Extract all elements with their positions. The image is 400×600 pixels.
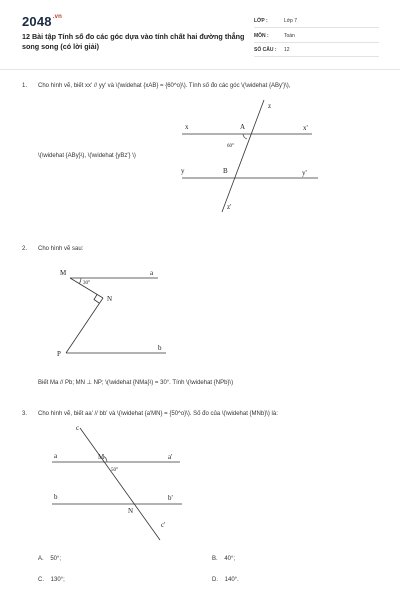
- option-value: 40°;: [224, 556, 236, 562]
- question-number: 3.: [22, 411, 28, 417]
- meta-key: SỐ CÂU :: [254, 47, 277, 53]
- label-N: N: [128, 507, 134, 515]
- question-text: Cho hình vẽ, biết xx' // yy' và \(\widehat {xAB} = {60^o}\). Tính số đo các góc \(\widehat {ABy'}\),: [38, 83, 291, 89]
- angle-label: 60°: [227, 144, 234, 149]
- label-y-prime: y': [302, 169, 307, 177]
- option-value: 50°;: [50, 556, 62, 562]
- label-B: B: [223, 167, 228, 175]
- meta-value: 12: [284, 47, 290, 53]
- option-letter: B.: [212, 556, 218, 562]
- label-A: A: [240, 123, 246, 131]
- answer-option-a[interactable]: [38, 556, 61, 562]
- label-c-prime: c': [161, 521, 166, 529]
- label-M: M: [98, 453, 105, 461]
- meta-key: LỚP :: [254, 18, 268, 24]
- label-b-prime: b': [168, 494, 173, 502]
- label-a: a: [54, 452, 58, 460]
- option-letter: D.: [212, 577, 218, 583]
- label-P: P: [57, 350, 61, 358]
- label-b: b: [54, 493, 58, 501]
- question-caption: Biết Ma // Pb; MN ⊥ NP; \(\widehat {NMa}\) = 30°. Tính \(\widehat {NPb}\): [38, 380, 234, 386]
- label-b: b: [158, 344, 162, 352]
- angle-arc: [104, 457, 107, 463]
- angle-label: 30°: [83, 281, 90, 286]
- option-letter: A.: [38, 556, 44, 562]
- label-c: c: [76, 424, 80, 432]
- label-y: y: [181, 167, 185, 175]
- meta-value: Toán: [284, 33, 295, 39]
- line-cc: [80, 428, 160, 540]
- label-M: M: [60, 269, 67, 277]
- meta-key: MÔN :: [254, 33, 269, 39]
- answer-option-c[interactable]: [38, 577, 65, 583]
- page-title: 12 Bài tập Tính số đo các góc dựa vào tính chất hai đường thẳng song song (có lời giải): [22, 32, 245, 51]
- question-text: Cho hình vẽ sau:: [38, 246, 84, 252]
- answer-option-b[interactable]: [212, 556, 235, 562]
- angle-label: 50°: [111, 468, 118, 473]
- option-value: 140°.: [224, 577, 239, 583]
- question-number: 2.: [22, 246, 28, 252]
- option-letter: C.: [38, 577, 44, 583]
- label-z-prime: z': [227, 203, 232, 211]
- label-x-prime: x': [303, 124, 308, 132]
- question-text-continued: \(\widehat {ABy}\), \(\widehat {yBz'} \): [38, 153, 136, 159]
- label-x: x: [185, 123, 189, 131]
- question-number: 1.: [22, 83, 28, 89]
- label-z: z: [268, 102, 272, 110]
- label-N: N: [107, 295, 113, 303]
- meta-value: Lớp 7: [284, 18, 298, 24]
- question-text: Cho hình vẽ, biết aa' // bb' và \(\widehat {a'MN} = {50^o}\). Số đo của \(\widehat {MNb}\) là:: [38, 411, 278, 417]
- logo-suffix: .vn: [52, 14, 63, 20]
- answer-option-d[interactable]: [212, 577, 239, 583]
- label-a-prime: a': [168, 453, 173, 461]
- option-value: 130°;: [50, 577, 65, 583]
- label-a: a: [150, 269, 154, 277]
- logo-text: 2048: [22, 14, 52, 29]
